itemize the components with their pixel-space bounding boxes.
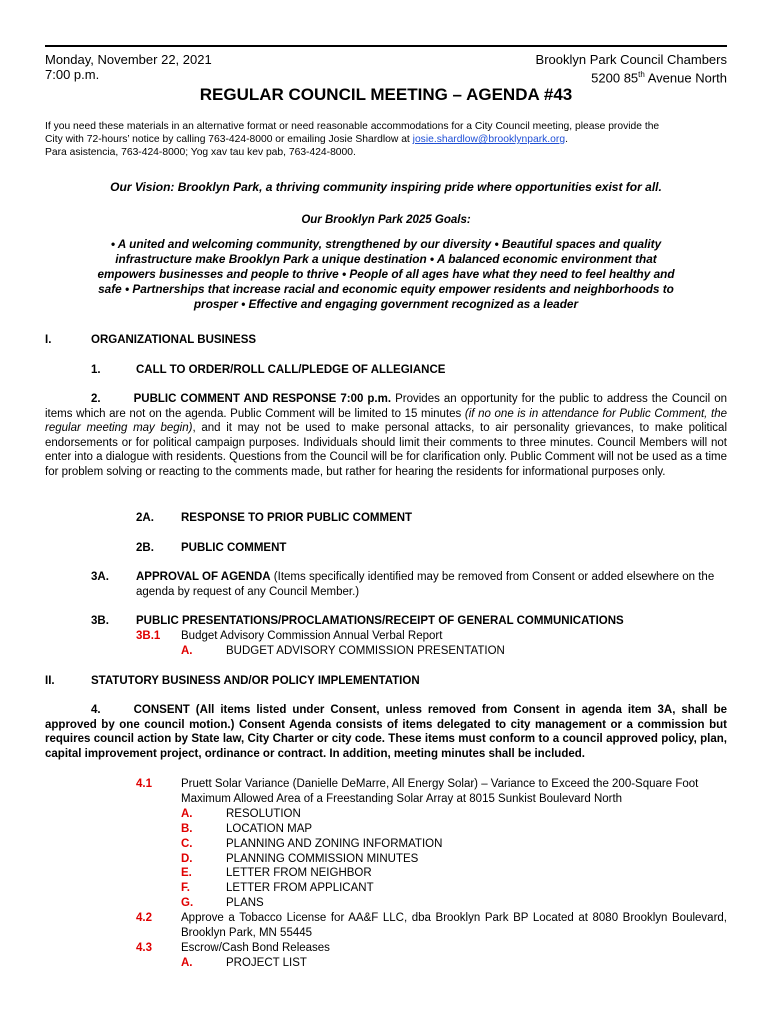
attachment-a-link[interactable]: RESOLUTION	[226, 808, 301, 820]
item-3b1-text: Budget Advisory Commission Annual Verbal Report	[181, 630, 443, 642]
item-3a-title: APPROVAL OF AGENDA	[136, 571, 271, 583]
item-2-text-b: , and it may not be used to make personal attacks, to air personality grievances, to make political endorsements or for political campaign purposes. Individuals should limit their comments to three minutes. Council Members will not enter into a dialogue with residents. Questions from the Council will be for clarification only. Public Comment will not be used as a time for problem solving or reacting to the comments made, but rather for hearing the residents for informational purposes only.	[45, 422, 727, 478]
item-2b-number: 2B.	[136, 542, 154, 554]
access-line-1: If you need these materials in an alternative format or need reasonable accommodations for a City Council meeting, please provide the	[45, 121, 660, 132]
attachment-f-letter: F.	[181, 882, 190, 894]
item-3b-title: PUBLIC PRESENTATIONS/PROCLAMATIONS/RECEIPT OF GENERAL COMMUNICATIONS	[136, 615, 624, 627]
item-3b1-attachment-link[interactable]: BUDGET ADVISORY COMMISSION PRESENTATION	[226, 645, 505, 657]
attachment-d-link[interactable]: PLANNING COMMISSION MINUTES	[226, 853, 419, 865]
item-4-3-text: Escrow/Cash Bond Releases	[181, 942, 330, 954]
item-2-title: PUBLIC COMMENT AND RESPONSE 7:00 p.m.	[133, 393, 392, 405]
location-name: Brooklyn Park Council Chambers	[535, 52, 727, 67]
item-3b1-attachment-letter: A.	[181, 645, 193, 657]
header-rule	[45, 45, 727, 47]
address-number: 5200 85	[591, 70, 639, 86]
item-2a-number: 2A.	[136, 512, 154, 524]
access-line-3: Para asistencia, 763-424-8000; Yog xav tau kev pab, 763-424-8000.	[45, 147, 356, 158]
item-4-1-number: 4.1	[136, 778, 152, 790]
goals-title: Our Brooklyn Park 2025 Goals:	[301, 214, 471, 226]
item-4-3-attachment-link[interactable]: PROJECT LIST	[226, 957, 307, 969]
item-4-2-text: Approve a Tobacco License for AA&F LLC, dba Brooklyn Park BP Located at 8080 Brooklyn Boulevard, Brooklyn Park, MN 55445	[181, 912, 727, 939]
item-3b1-number: 3B.1	[136, 630, 161, 642]
section-2-number: II.	[45, 675, 55, 687]
item-1-title: CALL TO ORDER/ROLL CALL/PLEDGE OF ALLEGIANCE	[136, 364, 446, 376]
attachment-g-letter: G.	[181, 897, 194, 909]
item-4-paragraph	[45, 703, 727, 761]
attachment-g-link[interactable]: PLANS	[226, 897, 264, 909]
address-street: Avenue North	[644, 70, 727, 86]
accessibility-notice	[45, 120, 727, 159]
attachment-f-link[interactable]: LETTER FROM APPLICANT	[226, 882, 374, 894]
attachment-b-link[interactable]: LOCATION MAP	[226, 823, 313, 835]
item-4-3-attachment-letter: A.	[181, 957, 193, 969]
attachment-a-letter: A.	[181, 808, 193, 820]
access-line-2-text: City with 72-hours’ notice by calling 763-424-8000 or emailing Josie Shardlow at	[45, 134, 413, 145]
page-title: REGULAR COUNCIL MEETING – AGENDA #43	[199, 85, 573, 104]
item-2b-title: PUBLIC COMMENT	[181, 542, 287, 554]
item-3a-paragraph	[136, 570, 727, 599]
item-2-text-a: Provides an opportunity for the public to address the Council on items which are not on the agenda. Public Comment will be limited to 15 minutes	[45, 393, 727, 420]
attachment-e-link[interactable]: LETTER FROM NEIGHBOR	[226, 867, 372, 879]
email-link[interactable]: josie.shardlow@brooklynpark.org	[412, 134, 566, 145]
section-2-title: STATUTORY BUSINESS AND/OR POLICY IMPLEMENTATION	[91, 675, 420, 687]
item-4-1-text: Pruett Solar Variance (Danielle DeMarre, All Energy Solar) – Variance to Exceed the 200-Square Foot Maximum Allowed Area of a Freestanding Solar Array at 8015 Sunkist Boulevard North	[181, 778, 699, 805]
item-3a-text: (Items specifically identified may be removed from Consent or added elsewhere on the agenda by request of any Council Member.)	[136, 571, 715, 598]
item-2-text-italic: (if no one is in attendance for Public Comment, the regular meeting may begin)	[45, 407, 727, 435]
attachment-d-letter: D.	[181, 853, 193, 865]
attachment-e-letter: E.	[181, 867, 192, 879]
attachment-c-letter: C.	[181, 838, 193, 850]
attachment-b-letter: B.	[181, 823, 193, 835]
meeting-time: 7:00 p.m.	[45, 67, 100, 82]
goals-text: • A united and welcoming community, strengthened by our diversity • Beautiful spaces and quality infrastructure make Brooklyn Park a unique destination • A balanced economic environment that empowers businesses and people to thrive • People of all ages have what they need to feel healthy and safe • Partnerships that increase racial and economic equity empower residents and neighborhoods to prosper • Effective and engaging government recognized as a leader	[97, 237, 675, 311]
item-1-number: 1.	[91, 364, 101, 376]
item-2-paragraph	[45, 392, 727, 480]
meeting-date: Monday, November 22, 2021	[45, 52, 212, 67]
access-line-2-end: .	[565, 134, 568, 145]
item-4-3-number: 4.3	[136, 942, 152, 954]
item-4-text: CONSENT (All items listed under Consent, unless removed from Consent in agenda item 3A, shall be approved by one council motion.) Consent Agenda consists of items delegated to city management or a commission but requires council action by State law, City Charter or city code. These items must conform to a council approved policy, plan, capital improvement project, ordinance or contract. In addition, meeting minutes shall be included.	[45, 704, 727, 760]
meeting-location	[536, 52, 727, 85]
item-3a-number: 3A.	[91, 571, 109, 583]
attachment-c-link[interactable]: PLANNING AND ZONING INFORMATION	[226, 838, 443, 850]
item-2a-title: RESPONSE TO PRIOR PUBLIC COMMENT	[181, 512, 413, 524]
meeting-date-time	[45, 52, 212, 82]
item-4-2-number: 4.2	[136, 912, 152, 924]
item-2-number: 2.	[91, 393, 101, 405]
item-3b-number: 3B.	[91, 615, 109, 627]
access-line-2	[45, 133, 727, 146]
vision-statement: Our Vision: Brooklyn Park, a thriving community inspiring pride where opportunities exist for all.	[110, 180, 662, 194]
section-1-number: I.	[45, 334, 52, 346]
address-suffix: th	[638, 70, 645, 79]
item-4-number: 4.	[91, 704, 101, 716]
section-1-title: ORGANIZATIONAL BUSINESS	[91, 334, 257, 346]
location-address	[536, 67, 727, 85]
